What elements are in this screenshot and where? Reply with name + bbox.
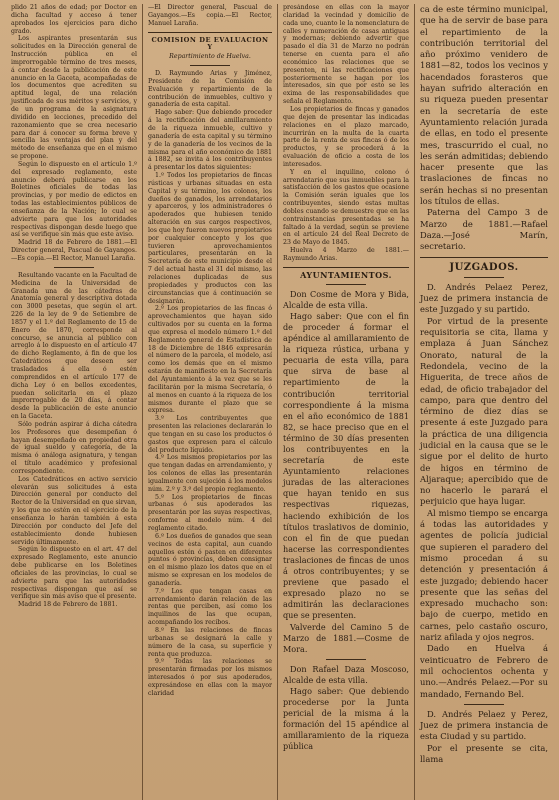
paragraph: Por el presente se cita, llama	[420, 742, 548, 764]
signature-line: Madrid 18 de Febrero de 1881.—El Director general, Pascual de Gayangos.—Es copia.—El Rector, Manuel Laraña.	[11, 239, 137, 262]
section-subheading: Repartimiento de Huelva.	[169, 53, 251, 61]
column-3	[278, 4, 415, 800]
paragraph: 4.º Los mismos propietarios por las que tengan dadas en arrendamiento, y los colonos de ellas las presentarán igualmente con sujeción á los modelos núm. 2.º y 3.º del propio reglamento.	[148, 454, 272, 493]
paragraph: presándose en ellas con la mayor claridad la vecindad y domicilio de cada uno, cuanto le la nomenclatura de calles y numeración de casas antiguas y modernas; debiendo advertir que pasado el día 31 de Marzo no podrán tenerse en cuenta para el año económico las relaciones que se presenten, ni las rectificaciones que posteriormente se hagan por los interesados, sin que por esto se les exima de las responsabilidades que señala el Reglamento.	[283, 4, 409, 106]
divider	[464, 704, 504, 705]
paragraph: Don Cosme de Mora y Bida, Alcalde de esta villa.	[283, 288, 409, 310]
paragraph: Los propietarios de fincas y ganados que dejen de presentar las indicadas relaciones en el plazo marcado, incurrirán en la multa de la cuarta parte de la renta de sus fincas ó de los productos, y se procederá á la evaluación de oficio a costa de los interesados.	[283, 105, 409, 168]
divider	[464, 277, 504, 278]
date-line: Madrid 18 de Febrero de 1881.	[18, 601, 118, 609]
divider	[420, 257, 548, 258]
paragraph: D. Andrés Pelaez y Perez, Juez de primera instancia de esta Ciudad y su partido.	[420, 708, 548, 742]
paragraph: D. Andrés Pelaez Perez, Juez de primera instancia de este Juzgado y su partido.	[420, 281, 548, 315]
paragraph: 7.º Los que tengan casas en arrendamiento darán relación de las rentas que perciben, así como los inquilinos de las que ocupan, acompañando los recibos.	[148, 587, 272, 627]
paragraph: Hago saber: Que debiendo procederse por la Junta pericial de la misma á la formación del 15 apéndice al amillaramiento de la riqueza pública	[283, 685, 409, 752]
paragraph: 6.º Los dueños de ganados que sean vecinos de esta capital, aun cuando aquellos estén ó pasten en diferentes puntos ó provincias, deben consignar en el mismo plazo los datos que en el mismo se expresan en los modelos de ganadería.	[148, 532, 272, 587]
paragraph: Los Catedráticos en activo servicio elevarán sus solicitudes á esta Dirección general por conducto del Rector de la Universidad en que sirvan, y los que no estén en el ejercicio de la enseñanza lo harán también á esta Dirección por conducto del Jefe del establecimiento donde hubiesen servido últimamente.	[11, 475, 137, 546]
divider	[326, 659, 366, 660]
paragraph: 9.º Todas las relaciones se presentarán firmadas por los mismos interesados ó por sus apoderados, expresándose en ellas con la mayor claridad	[148, 658, 272, 697]
paragraph: Hago saber: Que debiendo proceder á la rectificación del amillaramiento de la riqueza inmueble, cultivo y ganadería de esta capital y su término y de la ganadería de los vecinos de la misma para el año económico de 1881 á 1882, se invita á los contribuyentes á presentar los datos siguientes:	[148, 109, 272, 172]
paragraph: Según lo dispuesto en el artículo 1.º del expresado reglamento, este anuncio deberá publicarse en los Boletines oficiales de todas las provincias, y por medio de edictos en todas las establecimientos públicos de enseñanza de la Nación; lo cual se advierte para que los autoridades respectivas dispongan desde luego que así se verifique sin más que este aviso.	[11, 160, 137, 239]
paragraph: Hago saber: Que con el fin de proceder á formar el apéndice al amillaramiento de la riqueza rústica, urbana y pecuaria de esta villa, para que sirva de base al repartimiento de la contribución territorial correspondiente á la misma en el año económico de 1881 82, se hace preciso que en el término de 30 días presenten los contribuyentes en la secretaría de este Ayuntamiento relaciones juradas de las alteraciones que hayan tenido en sus respectivas riquezas, haciendo exhibición de los títulos traslativos de dominio, con el fin de que puedan hacerse las correspondientes traslaciones de fincas de unos á otros contribuyentes; y se previene que pasado el expresado plazo no se admitirán las declaraciones que se presenten.	[283, 310, 409, 621]
signature-line: Paterna del Campo 3 de Marzo de 1881.—Rafael Daza.—José Marín, secretario.	[420, 207, 548, 252]
paragraph: Los aspirantes presentarán sus solicitudes en la Dirección general de Instrucción pública en el improrrogable término de tres meses, á contar desde la publicación de este anuncio en la Gaceta, acompañadas de los documentos que acrediten su aptitud legal, de una relación justificada de sus méritos y servicios, y de un programa de la asignatura dividido en lecciones, precedido del razonamiento que se crea necesario para dar á conocer su forma breve y sencilla las ventajas del plan y del método de enseñanza que en el mismo se propone.	[11, 35, 137, 161]
paragraph: Al mismo tiempo se encarga á todas las autoridades y agentes de policía judicial que supieren el paradero del mismo procedan á su detención y presentación á este juzgado; debiendo hacer presente que las señas del expresado muchacho son: bajo de cuerpo, metido en carnes, pelo castaño oscuro, nariz afilada y ojos negros.	[420, 507, 548, 643]
divider	[54, 267, 94, 268]
paragraph: plido 21 años de edad; por Doctor en dicha facultad y acceso á tener aprobados los ejercicios para dicho grado.	[11, 4, 137, 35]
paragraph: 5.º Los propietarios de fincas urbanas ó sus apoderados las presentarán por las suyas respectivas, conforme al modelo núm. 4 del reglamento citado.	[148, 493, 272, 532]
divider	[190, 65, 230, 66]
paragraph: Sólo podrán aspirar á dicha cátedra los Profesores que desempeñan ó hayan desempeñado en propiedad otra de igual sueldo y categoría, de la misma ó análoga asignatura, y tengan el título académico y profesional correspondiente.	[11, 420, 137, 475]
paragraph: Don Rafael Daza Moscoso, Alcalde de esta villa.	[283, 663, 409, 685]
paragraph: Según lo dispuesto en el art. 47 del expresado Reglamento, este anuncio debe publicarse en los Boletines oficiales de las provincias, lo cual se advierte para que las autoridades respectivas dispongan que así se verifique sin más aviso que el presente.	[11, 546, 137, 601]
paragraph: D. Raymundo Arias y Jiménez, Presidente de la Comisión de Evaluación y repartimiento de la contribución de inmuebles, cultivo y ganadería de esta capital.	[148, 70, 272, 109]
divider	[326, 284, 366, 285]
paragraph: 8.º En las relaciones de fincas urbanas se designará la calle y número de la casa, su superficie y renta que produzca.	[148, 626, 272, 658]
divider	[283, 267, 409, 268]
paragraph: Dado en Huelva á veinticuatro de Febrero de mil ochocientos ochenta y uno.—Andrés Pelaez.—Por su mandado, Fernando Bel.	[420, 643, 548, 699]
section-heading: AYUNTAMIENTOS.	[300, 269, 392, 280]
column-4	[415, 4, 553, 800]
signature-line: Huelva 4 Marzo de 1881.—Raymundo Arias.	[283, 247, 409, 262]
signature-line: —El Director general, Pascual de Gayangos.—Es copia.—El Rector, Manuel Laraña.	[148, 4, 272, 27]
divider	[148, 32, 272, 33]
paragraph: Resultando vacante en la Facultad de Medicina de la Universidad de Granada una de las cátedras de Anatomía general y descriptiva dotada con 3000 pesetas, que según el art. 226 de la ley de 9 de Setiembre de 1857 y el 1.º del Reglamento de 15 de Enero de 1870, corresponde al concurso, se anuncia al público con arreglo á lo dispuesto en el artículo 47 de dicho Reglamento, á fin de que los Catedráticos que deseen ser trasladados á ella ó estén comprendidos en el artículo 177 de dicha Ley ó en bellos excedentes, puedan solicitarla en el plazo improrrogable de 20 días, á contar desde la publicación de este anuncio en la Gaceta.	[11, 271, 137, 421]
signature-line: Valverde del Camino 5 de Marzo de 1881.—Cosme de Mora.	[283, 621, 409, 654]
column-1	[6, 4, 143, 800]
paragraph: 3.º Los contribuyentes que presenten las relaciones declararán lo que tengan en su caso los productos ó gastos que expresen para el cálculo del producto líquido.	[148, 415, 272, 454]
columns	[6, 4, 553, 800]
paragraph: ca de este término municipal, que ha de servir de base para el repartimiento de la contribución territorial del año próximo venidero de 1881—82, todos los vecinos y hacendados forasteros que hayan sufrido alteración en su riqueza pueden presentar en la secretaría de este Ayuntamiento relación jurada de ellas, en todo el presente mes, trascurrido el cual, no les serán admitidas; debiendo hacer presente que las traslaciones de fincas no serán hechas si no presentan los títulos de ellas.	[420, 4, 548, 207]
section-heading: COMISION DE EVALUACION Y	[151, 35, 269, 52]
large-type-block	[283, 289, 409, 753]
column-2	[143, 4, 278, 800]
paragraph: Y en el inquilino, colono ó arrendatario que sus inmuebles para la satisfacción de los gastos que ocasione la Comisión serán iguales que los contribuyentes, siendo estas multas dobles cuando se demuestre que en las contrainstancias presentadas se ha faltado á la verdad, según se previene en el artículo 24 del Real Decreto de 23 de Mayo de 1845.	[283, 168, 409, 247]
paragraph: 1.º Todos los propietarios de fincas rústicas y urbanas situadas en esta Capital y su término, los colonos, los dueños de ganados, los arrendatarios y aparceros, y los administradores ó apoderados que hubiesen tenido alteración en sus cargos respectivos, los que hoy fueron nuevos propietarios por cualquier concepto y los que tuvieren aprovechamientos particulares, presentarán en la Secretaría de este municipio desde el 7 del actual hasta el 31 del mismo, las relaciones duplicadas de sus propiedades y productos con las circunstancias que á continuación se designarán.	[148, 172, 272, 305]
section-heading: JUZGADOS.	[449, 261, 519, 273]
paragraph: Por virtud de la presente requisitoria se cita, llama y emplaza á Juan Sánchez Onorato, natural de la Redondela, vecino de la Higuerita, de trece años de edad, de oficio trabajador del campo, para que dentro del término de diez días se presente á este Juzgado para la práctica de una diligencia judicial en la causa que se le sigue por el delito de hurto de higos en término de Aljaraque; apercibido que de no hacerlo le parará el perjuicio que haya lugar.	[420, 315, 548, 507]
paragraph: 2.º Los propietarios de las fincas ó aprovechamientos que hayan sido cultivados por su cuenta en la forma que expresa el modelo número 1.º del Reglamento general de Estadística de 18 de Diciembre de 1846 expresarán el número de la parcela, el modelo, así como los demás que en el mismo estarán de manifiesto en la Secretaría del Ayuntamiento á la vez que se les facilitarán por la misma Secretaría, ó al menos en cuanto á la riqueza de los mismos durante el plazo que se expresa.	[148, 305, 272, 415]
